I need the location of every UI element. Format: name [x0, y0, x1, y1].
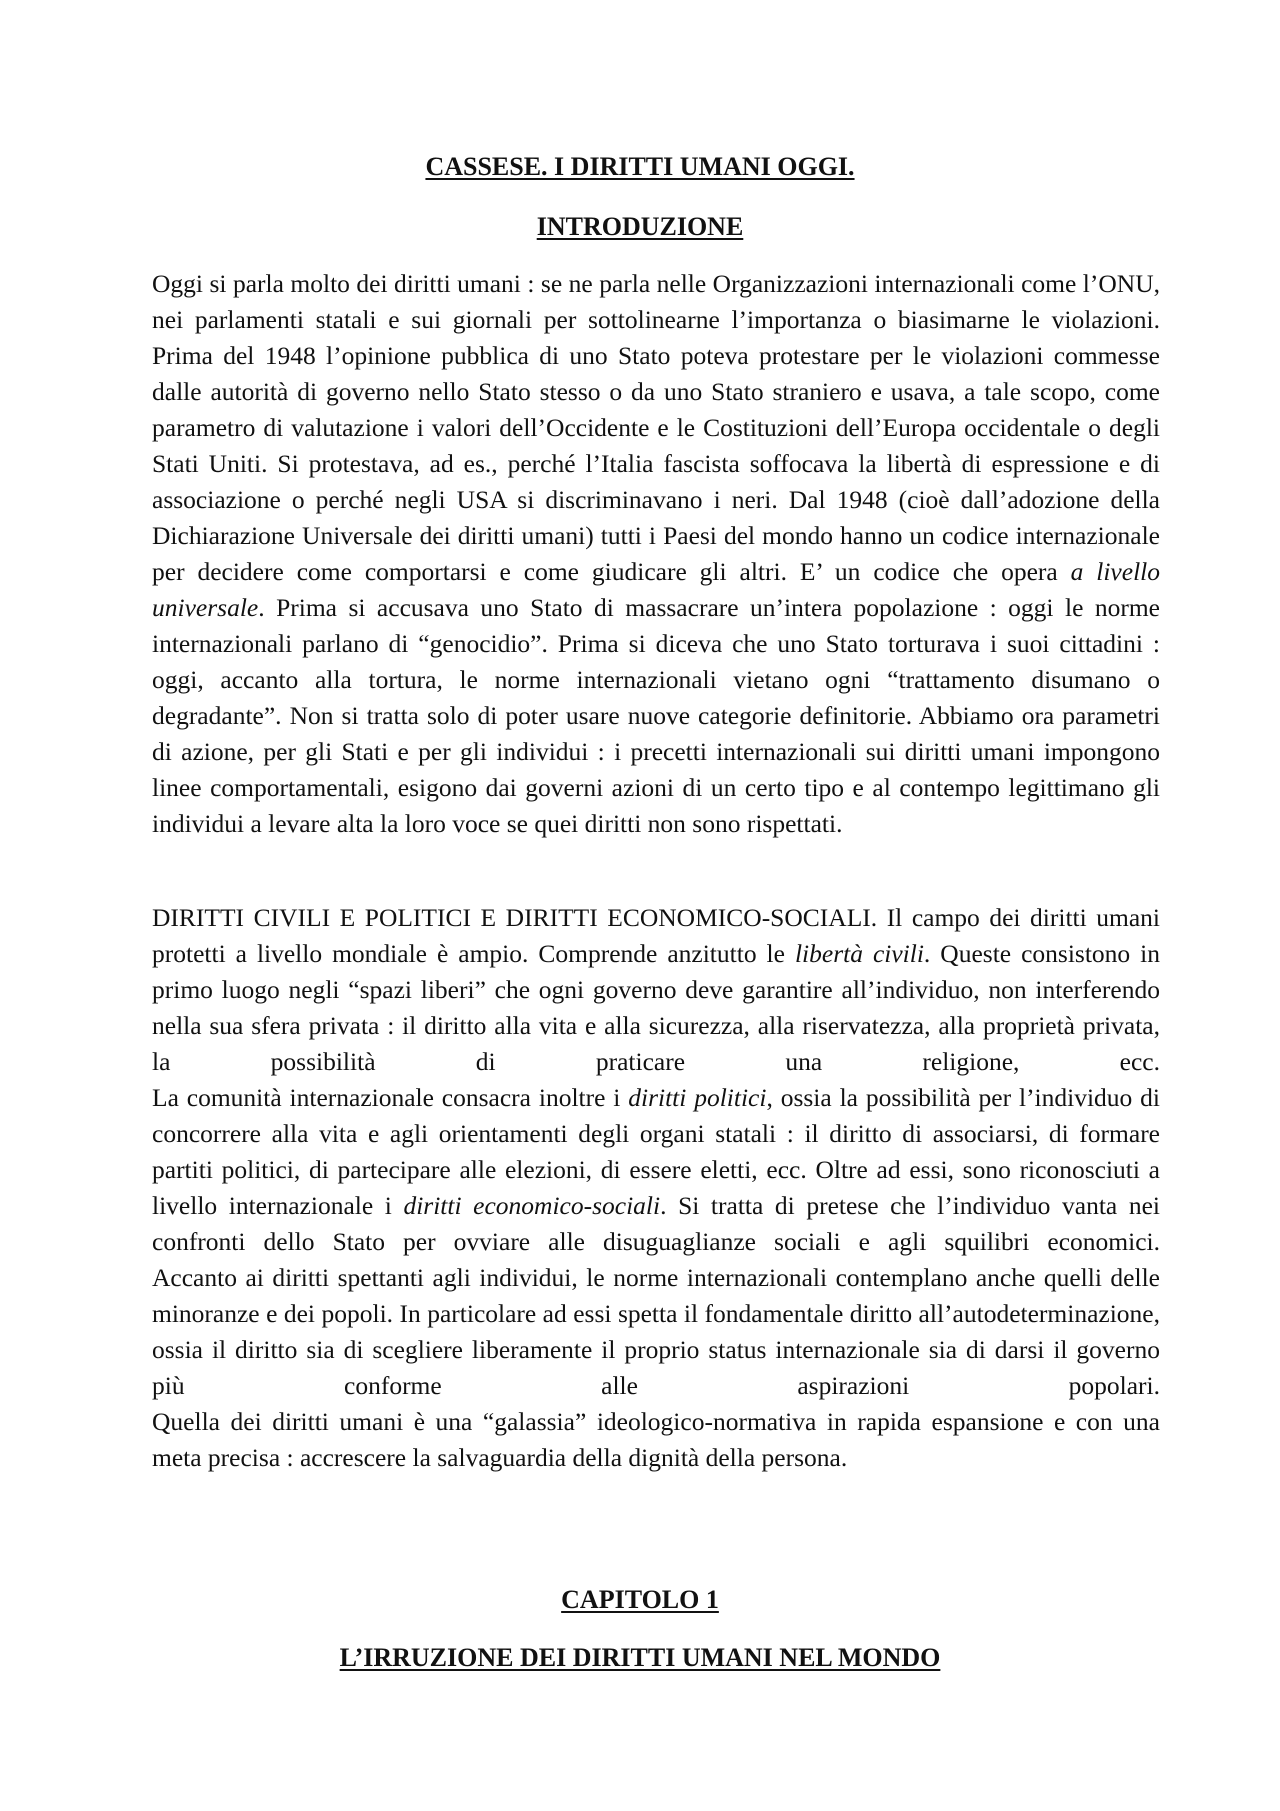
rights-text-part5: . Si tratta di pretese che l’individuo vanta nei confronti dello Stato per ovviare alle disuguaglianze sociali e agli squilibri economici. [152, 1191, 1160, 1256]
document-title: CASSESE. I DIRITTI UMANI OGGI. [425, 152, 855, 181]
chapter-subtitle: L’IRRUZIONE DEI DIRITTI UMANI NEL MONDO [339, 1643, 941, 1672]
rights-block-1 [152, 900, 1160, 1080]
intro-paragraph [152, 266, 1160, 842]
rights-block-2 [152, 1080, 1160, 1260]
rights-text-part3: La comunità internazionale consacra inoltre i [152, 1083, 629, 1112]
intro-text-part1: Oggi si parla molto dei diritti umani : se ne parla nelle Organizzazioni internazionali come l’ONU, nei parlamenti statali e sui giornali per sottolinearne l’importanza o biasimarne le violazioni. Prima del 1948 l’opinione pubblica di uno Stato poteva protestare per le violazioni commesse dalle autorità di governo nello Stato stesso o da uno Stato straniero e usava, a tale scopo, come parametro di valutazione i valori dell’Occidente e le Costituzioni dell’Europa occidentale o degli Stati Uniti. Si protestava, ad es., perché l’Italia fascista soffocava la libertà di espressione e di associazione o perché negli USA si discriminavano i neri. Dal 1948 (cioè dall’adozione della Dichiarazione Universale dei diritti umani) tutti i Paesi del mondo hanno un codice internazionale per decidere come comportarsi e come giudicare gli altri. E’ un codice che opera [152, 269, 1160, 586]
rights-text-part2: . Queste consistono in primo luogo negli “spazi liberi” che ogni governo deve garantire all’individuo, non interferendo nella sua sfera privata : il diritto alla vita e alla sicurezza, alla riservatezza, alla proprietà privata, la possibilità di praticare una religione, ecc. [152, 939, 1160, 1076]
rights-text-part1: DIRITTI CIVILI E POLITICI E DIRITTI ECONOMICO-SOCIALI. Il campo dei diritti umani protetti a livello mondiale è ampio. Comprende anzitutto le [152, 903, 1160, 968]
section-title-introduzione: INTRODUZIONE [536, 212, 744, 241]
rights-text-part4: , ossia la possibilità per l’individuo di concorrere alla vita e agli orientamenti degli organi statali : il diritto di associarsi, di formare partiti politici, di partecipare alle elezioni, di essere eletti, ecc. Oltre ad essi, sono riconosciuti a livello internazionale i [152, 1083, 1161, 1220]
rights-italic-diritti-economico-sociali: diritti economico-sociali [403, 1191, 661, 1220]
chapter-title: CAPITOLO 1 [561, 1585, 719, 1614]
rights-italic-liberta-civili: libertà civili [794, 939, 924, 968]
rights-italic-diritti-politici: diritti politici [628, 1083, 767, 1112]
rights-block-4: Quella dei diritti umani è una “galassia” ideologico-normativa in rapida espansione e con una meta precisa : accrescere la salvaguardia della dignità della persona. [152, 1407, 1160, 1472]
intro-text-part2: . Prima si accusava uno Stato di massacrare un’intera popolazione : oggi le norme internazionali parlano di “genocidio”. Prima si diceva che uno Stato torturava i suoi cittadini : oggi, accanto alla tortura, le norme internazionali vietano ogni “trattamento disumano o degradante”. Non si tratta solo di poter usare nuove categorie definitorie. Abbiamo ora parametri di azione, per gli Stati e per gli individui : i precetti internazionali sui diritti umani impongono linee comportamentali, esigono dai governi azioni di un certo tipo e al contempo legittimano gli individui a levare alta la loro voce se quei diritti non sono rispettati. [152, 593, 1160, 838]
rights-block-3: Accanto ai diritti spettanti agli individui, le norme internazionali contemplano anche quelli delle minoranze e dei popoli. In particolare ad essi spetta il fondamentale diritto all’autodeterminazione, ossia il diritto sia di scegliere liberamente il proprio status internazionale sia di darsi il governo più conforme alle aspirazioni popolari. [152, 1263, 1160, 1400]
rights-paragraph [152, 900, 1160, 1476]
intro-italic-livello-universale: a livello universale [152, 557, 1160, 622]
